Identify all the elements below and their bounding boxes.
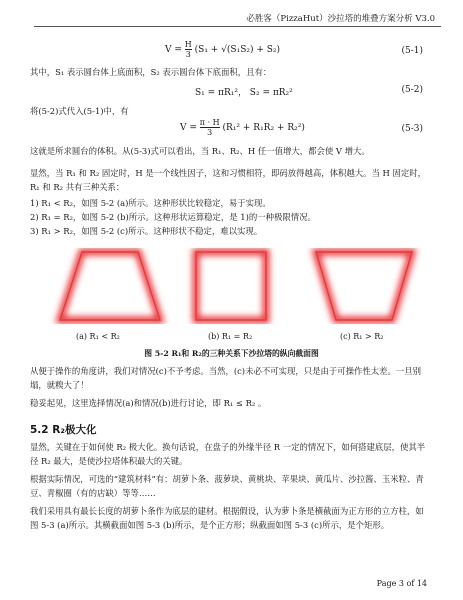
eq3-denominator: 3	[207, 128, 213, 137]
eq1-rhs: (S₁ + √(S₁S₂) + S₂)	[194, 45, 281, 55]
equation-5-2: S₁ = πR₁²， S₂ = πR₂²	[195, 88, 293, 98]
eq3-lhs: V =	[180, 123, 197, 133]
paragraph-5: 从便于操作的角度讲，我们对情况(c)不予考虑。当然，(c)未必不可实现，只是由于可操作性太差。一旦别塌，就糗大了！	[30, 366, 421, 390]
list-item: 3) R₁ > R₂，如图 5-2 (c)所示。这种形状不稳定，难以实现。	[30, 226, 263, 236]
paragraph-4: 显然，当 R₁ 和 R₂ 固定时，H 是一个线性因子，这和习惯相符，即码放得越高，体积越大。当 H 固定时，R₁ 和 R₂ 共有三种关系：	[30, 168, 426, 192]
eq1-fraction	[185, 40, 192, 59]
header-rule	[34, 26, 441, 27]
eq3-numerator: π · H	[199, 118, 220, 127]
figure-5-2	[0, 248, 463, 324]
eq1-numerator: H	[184, 40, 192, 49]
list-item: 2) R₁ = R₂，如图 5-2 (b)所示。这种形状运算稳定，是 1)的一种极限情况。	[30, 212, 316, 222]
page-header: 必胜客（PizzaHut）沙拉塔的堆叠方案分析 V3.0	[246, 14, 435, 24]
paragraph-7: 显然，关键在于如何使 R₂ 极大化。换句话说，在盘子的外缘半径 R 一定的情况下，如何搭建底层，使其半径 R₂ 最大，是使沙拉塔体积最大的关键。	[30, 442, 426, 466]
page-footer: Page 3 of 14	[376, 579, 427, 588]
eq3-number: (5-3)	[401, 124, 423, 134]
eq1-lhs: V =	[165, 45, 182, 55]
paragraph-3: 这就是所求圆台的体积。从(5-3)式可以看出，当 R₁、R₂、H 任一值增大，都会使 V 增大。	[30, 146, 370, 156]
eq1-denominator: 3	[185, 50, 191, 59]
figure-label-a: (a) R₁ < R₂	[76, 332, 120, 341]
figure-caption: 图 5-2 R₁和 R₂的三种关系下沙拉塔的纵向截面图	[144, 349, 319, 358]
eq3-fraction	[200, 118, 220, 137]
shape-a-trapezoid	[60, 252, 160, 320]
relation-list	[30, 196, 431, 238]
section-heading: 5.2 R₂极大化	[30, 424, 97, 436]
equation-5-3	[180, 118, 305, 137]
figure-label-b: (b) R₁ = R₂	[208, 332, 253, 341]
equation-5-1	[165, 40, 280, 59]
eq1-number: (5-1)	[401, 46, 423, 56]
paragraph-2: 将(5-2)式代入(5-1)中，有	[30, 106, 129, 116]
figure-label-c: (c) R₁ > R₂	[340, 332, 384, 341]
list-item: 1) R₁ < R₂，如图 5-2 (a)所示。这种形状比较稳定，易于实现。	[30, 198, 271, 208]
shape-c-inverted-trapezoid	[316, 252, 412, 320]
paragraph-6: 稳妥起见，这里选择情况(a)和情况(b)进行讨论，即 R₁ ≤ R₂ 。	[30, 398, 267, 408]
paragraph-8: 根据实际情况，可选的“建筑材料”有：胡萝卜条、菠萝块、黄桃块、苹果块、黄瓜片、沙拉酱、玉米粒、青豆、青椒圈（有的店缺）等等……	[30, 474, 424, 498]
shape-b-square	[196, 252, 266, 320]
eq3-rhs: (R₁² + R₁R₂ + R₂²)	[222, 123, 305, 133]
paragraph-1: 其中，S₁ 表示圆台体上底面积，S₂ 表示圆台体下底面积，且有：	[30, 67, 272, 77]
eq2-number: (5-2)	[401, 85, 423, 95]
paragraph-9: 我们采用具有最长长度的胡萝卜条作为底层的建材。根据假设，认为萝卜条是横截面为正方形的立方柱，如图 5-3 (a)所示。其横截面如图 5-3 (b)所示，是个正方形；纵截面如图 5-3 (c)所示，是个矩形。	[30, 506, 424, 530]
